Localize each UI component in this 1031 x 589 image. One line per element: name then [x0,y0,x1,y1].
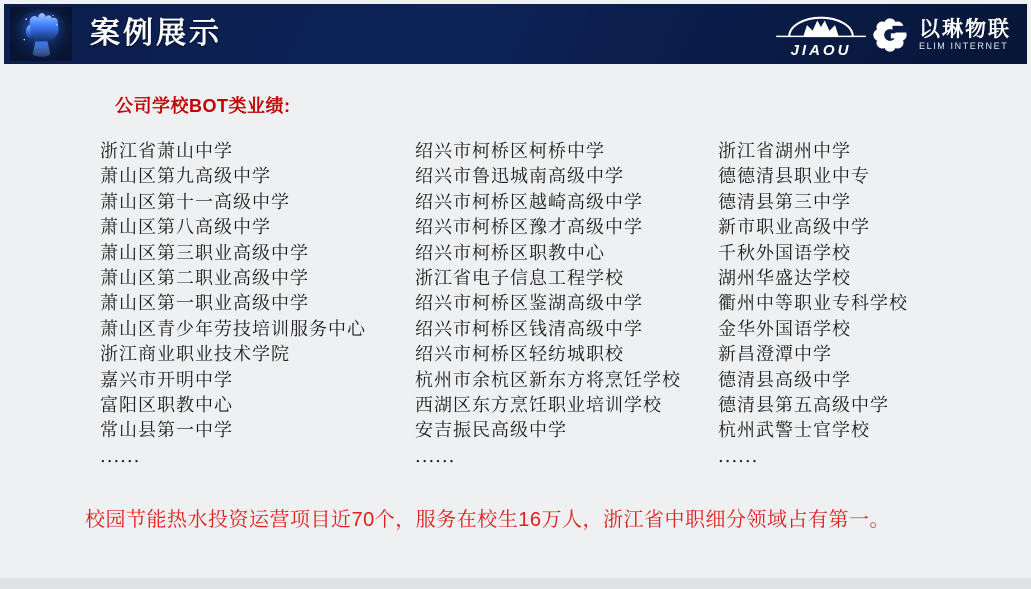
fist-image [10,7,72,61]
elim-logo-en: ELIM INTERNET [919,41,1009,51]
list-item: 萧山区第三职业高级中学 [100,242,309,264]
list-item: 萧山区第八高级中学 [100,217,271,239]
list-item: 杭州市余杭区新东方将烹饪学校 [415,369,681,391]
elim-logo-text [919,18,1011,52]
list-item: 浙江省电子信息工程学校 [415,267,624,289]
school-column-1 [100,139,410,469]
list-item: 德清县第五高级中学 [718,394,889,416]
list-item: 绍兴市柯桥区职教中心 [415,242,605,264]
list-item: 新昌澄潭中学 [718,344,832,366]
jiaou-logo-text: JIAOU [790,42,852,59]
list-item: 浙江省萧山中学 [100,141,233,162]
header-bar [4,4,1027,64]
list-item: ...... [415,445,456,467]
list-item: 萧山区第九高级中学 [100,166,271,188]
school-column-2 [415,139,725,469]
bottom-edge-strip [0,578,1031,589]
page-title: 案例展示 [90,17,222,50]
list-item: 绍兴市柯桥区豫才高级中学 [415,217,643,239]
school-column-3 [718,139,1028,469]
fist-icon [13,8,69,60]
gear-g-icon [870,15,910,55]
list-item: ...... [100,445,141,467]
elim-logo [870,15,1011,55]
list-item: 杭州武警士官学校 [718,420,870,442]
list-item: 金华外国语学校 [718,318,851,340]
list-item: 绍兴市柯桥区鉴湖高级中学 [415,293,643,315]
list-item: 富阳区职教中心 [100,394,233,416]
list-item: 绍兴市柯桥区越崎高级中学 [415,191,643,213]
section-heading: 公司学校BOT类业绩: [115,96,291,116]
list-item: 萧山区第二职业高级中学 [100,267,309,289]
list-item: 萧山区青少年劳技培训服务中心 [100,318,366,340]
list-item: 西湖区东方烹饪职业培训学校 [415,394,662,416]
list-item: 新市职业高级中学 [718,217,870,239]
crown-arch-icon [773,13,869,41]
list-item: 嘉兴市开明中学 [100,369,233,391]
jiaou-logo [773,13,869,59]
list-item: ...... [718,445,759,467]
list-item: 浙江省湖州中学 [718,141,851,162]
list-item: 千秋外国语学校 [718,242,851,264]
list-item: 萧山区第一职业高级中学 [100,293,309,315]
list-item: 绍兴市鲁迅城南高级中学 [415,166,624,188]
list-item: 德清县第三中学 [718,191,851,213]
elim-logo-cn: 以琳物联 [919,18,1011,41]
list-item: 常山县第一中学 [100,420,233,442]
list-item: 德清县高级中学 [718,369,851,391]
list-item: 绍兴市柯桥区轻纺城职校 [415,344,624,366]
list-item: 德德清县职业中专 [718,166,870,188]
list-item: 湖州华盛达学校 [718,267,851,289]
list-item: 浙江商业职业技术学院 [100,344,290,366]
list-item: 绍兴市柯桥区柯桥中学 [415,141,605,162]
list-item: 安吉振民高级中学 [415,420,567,442]
list-item: 绍兴市柯桥区钱清高级中学 [415,318,643,340]
list-item: 萧山区第十一高级中学 [100,191,290,213]
list-item: 衢州中等职业专科学校 [718,293,908,315]
summary-note: 校园节能热水投资运营项目近70个，服务在校生16万人，浙江省中职细分领域占有第一。 [85,509,890,531]
